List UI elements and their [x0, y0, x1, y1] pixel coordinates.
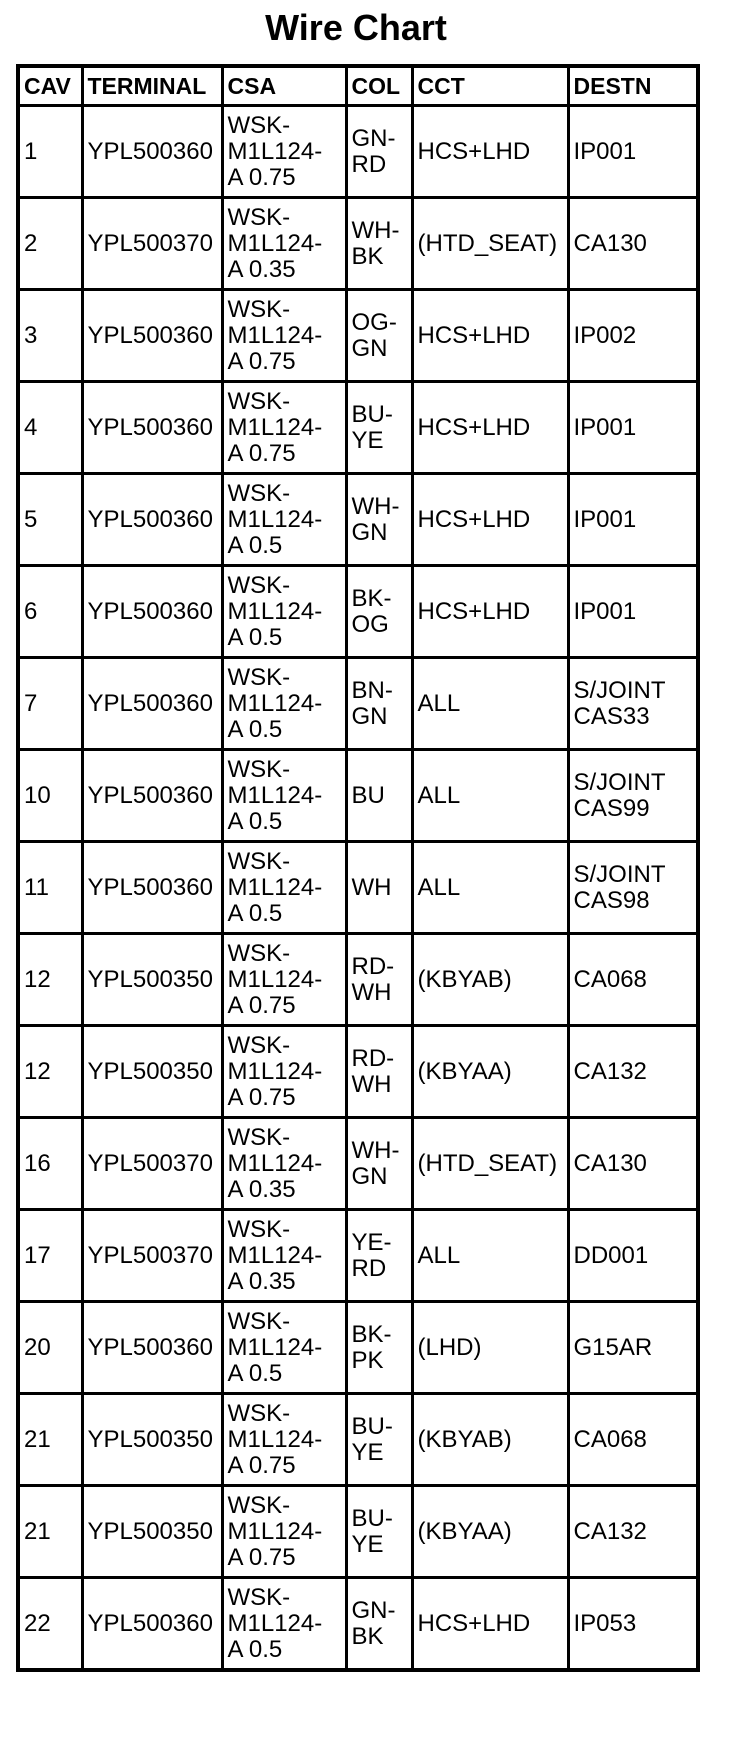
cell-cav	[18, 934, 82, 1026]
destn-value: DD001	[573, 1241, 649, 1269]
terminal-value: YPL500350	[87, 965, 213, 993]
destn-value: IP001	[573, 137, 637, 165]
cell-col	[346, 842, 412, 934]
column-header-csa: CSA	[222, 66, 346, 106]
cell-cav	[18, 566, 82, 658]
cell-cav	[18, 106, 82, 198]
cell-terminal	[82, 1486, 222, 1578]
cell-csa	[222, 1118, 346, 1210]
col-value: YE- RD	[351, 1228, 392, 1282]
cell-destn	[568, 1210, 698, 1302]
table-row	[18, 1302, 698, 1394]
terminal-value: YPL500360	[87, 1333, 213, 1361]
terminal-value: YPL500370	[87, 1149, 213, 1177]
col-value: BK- PK	[351, 1320, 392, 1374]
table-row	[18, 750, 698, 842]
csa-value: WSK- M1L124- A 0.5	[227, 1583, 323, 1663]
cell-destn	[568, 1118, 698, 1210]
cell-col	[346, 934, 412, 1026]
cav-value: 22	[24, 1609, 51, 1637]
table-row	[18, 842, 698, 934]
cell-terminal	[82, 1578, 222, 1671]
cell-col	[346, 382, 412, 474]
cav-value: 16	[24, 1149, 51, 1177]
cell-col	[346, 1118, 412, 1210]
cell-csa	[222, 658, 346, 750]
cell-destn	[568, 198, 698, 290]
cell-cct	[412, 750, 568, 842]
cell-cct	[412, 842, 568, 934]
csa-value: WSK- M1L124- A 0.75	[227, 1031, 323, 1111]
terminal-value: YPL500350	[87, 1517, 213, 1545]
col-value: BU- YE	[351, 1412, 393, 1466]
cav-value: 10	[24, 781, 51, 809]
cell-cav	[18, 750, 82, 842]
col-value: WH- BK	[351, 216, 400, 270]
cell-cct	[412, 1026, 568, 1118]
cell-csa	[222, 1026, 346, 1118]
cell-csa	[222, 474, 346, 566]
csa-value: WSK- M1L124- A 0.5	[227, 847, 323, 927]
cell-terminal	[82, 566, 222, 658]
cav-value: 2	[24, 229, 38, 257]
terminal-value: YPL500360	[87, 137, 213, 165]
cell-terminal	[82, 750, 222, 842]
table-row	[18, 934, 698, 1026]
csa-value: WSK- M1L124- A 0.75	[227, 939, 323, 1019]
cell-csa	[222, 106, 346, 198]
cell-destn	[568, 750, 698, 842]
destn-value: CA068	[573, 965, 647, 993]
terminal-value: YPL500360	[87, 505, 213, 533]
cell-col	[346, 1486, 412, 1578]
cav-value: 4	[24, 413, 38, 441]
col-value: BN- GN	[351, 676, 393, 730]
cct-value: (HTD_SEAT)	[417, 229, 558, 257]
cct-value: HCS+LHD	[417, 505, 531, 533]
cell-cct	[412, 198, 568, 290]
cav-value: 3	[24, 321, 38, 349]
cell-destn	[568, 842, 698, 934]
cell-csa	[222, 750, 346, 842]
cell-terminal	[82, 1210, 222, 1302]
cell-destn	[568, 1394, 698, 1486]
wire-chart-table	[16, 64, 700, 1672]
cell-cav	[18, 1118, 82, 1210]
cell-cct	[412, 106, 568, 198]
cav-value: 7	[24, 689, 38, 717]
table-row	[18, 1210, 698, 1302]
col-value: RD- WH	[351, 1044, 395, 1098]
terminal-value: YPL500360	[87, 689, 213, 717]
page-title: Wire Chart	[265, 7, 447, 48]
cell-col	[346, 474, 412, 566]
table-row	[18, 1486, 698, 1578]
cell-col	[346, 1578, 412, 1671]
cct-value: (HTD_SEAT)	[417, 1149, 558, 1177]
terminal-value: YPL500360	[87, 873, 213, 901]
cct-value: ALL	[417, 873, 461, 901]
cct-value: (KBYAA)	[417, 1517, 512, 1545]
cell-destn	[568, 1578, 698, 1671]
terminal-value: YPL500360	[87, 1609, 213, 1637]
cell-destn	[568, 658, 698, 750]
col-value: BU- YE	[351, 1504, 393, 1558]
col-value: GN- BK	[351, 1596, 396, 1650]
table-row	[18, 1026, 698, 1118]
cell-cav	[18, 198, 82, 290]
cell-cav	[18, 474, 82, 566]
table-row	[18, 1118, 698, 1210]
cav-value: 12	[24, 1057, 51, 1085]
cell-cct	[412, 1118, 568, 1210]
table-row	[18, 290, 698, 382]
cell-col	[346, 750, 412, 842]
cell-cct	[412, 1210, 568, 1302]
cell-csa	[222, 198, 346, 290]
table-row	[18, 1394, 698, 1486]
csa-value: WSK- M1L124- A 0.5	[227, 571, 323, 651]
col-value: GN- RD	[351, 124, 396, 178]
cct-value: ALL	[417, 689, 461, 717]
col-value: RD- WH	[351, 952, 395, 1006]
cell-cav	[18, 382, 82, 474]
destn-value: CA132	[573, 1057, 647, 1085]
cct-value: (KBYAA)	[417, 1057, 512, 1085]
cell-cav	[18, 1486, 82, 1578]
table-header-row	[18, 66, 698, 106]
csa-value: WSK- M1L124- A 0.75	[227, 387, 323, 467]
col-value: BU- YE	[351, 400, 393, 454]
col-value: WH- GN	[351, 492, 400, 546]
table-row	[18, 382, 698, 474]
cell-cct	[412, 1394, 568, 1486]
cell-csa	[222, 1394, 346, 1486]
cell-cav	[18, 1578, 82, 1671]
cell-cct	[412, 1302, 568, 1394]
cell-csa	[222, 1486, 346, 1578]
cell-terminal	[82, 934, 222, 1026]
cell-col	[346, 106, 412, 198]
cell-cav	[18, 1210, 82, 1302]
cell-cct	[412, 290, 568, 382]
destn-value: S/JOINT CAS99	[573, 768, 666, 822]
cav-value: 5	[24, 505, 38, 533]
cell-terminal	[82, 382, 222, 474]
cct-value: (LHD)	[417, 1333, 482, 1361]
destn-value: S/JOINT CAS98	[573, 860, 666, 914]
destn-value: CA068	[573, 1425, 647, 1453]
cell-terminal	[82, 290, 222, 382]
terminal-value: YPL500350	[87, 1057, 213, 1085]
cell-csa	[222, 1578, 346, 1671]
cell-terminal	[82, 1118, 222, 1210]
cct-value: HCS+LHD	[417, 321, 531, 349]
cell-destn	[568, 934, 698, 1026]
column-header-cct: CCT	[412, 66, 568, 106]
terminal-value: YPL500360	[87, 413, 213, 441]
cell-csa	[222, 1302, 346, 1394]
cct-value: ALL	[417, 1241, 461, 1269]
col-value: OG- GN	[351, 308, 397, 362]
csa-value: WSK- M1L124- A 0.75	[227, 295, 323, 375]
destn-value: G15AR	[573, 1333, 653, 1361]
terminal-value: YPL500370	[87, 1241, 213, 1269]
table-row	[18, 106, 698, 198]
cell-cct	[412, 474, 568, 566]
cell-col	[346, 290, 412, 382]
cell-terminal	[82, 658, 222, 750]
cell-cct	[412, 934, 568, 1026]
cct-value: (KBYAB)	[417, 965, 512, 993]
col-value: WH	[351, 873, 392, 901]
cav-value: 21	[24, 1517, 51, 1545]
cell-cct	[412, 1578, 568, 1671]
destn-value: CA130	[573, 1149, 647, 1177]
cct-value: HCS+LHD	[417, 1609, 531, 1637]
cell-cct	[412, 566, 568, 658]
table-row	[18, 1578, 698, 1671]
cav-value: 6	[24, 597, 38, 625]
terminal-value: YPL500360	[87, 597, 213, 625]
cell-col	[346, 566, 412, 658]
col-value: BK- OG	[351, 584, 392, 638]
table-row	[18, 566, 698, 658]
cell-destn	[568, 382, 698, 474]
cell-cav	[18, 658, 82, 750]
csa-value: WSK- M1L124- A 0.5	[227, 1307, 323, 1387]
cell-terminal	[82, 1302, 222, 1394]
column-header-destn: DESTN	[568, 66, 698, 106]
column-header-terminal: TERMINAL	[82, 66, 222, 106]
cav-value: 1	[24, 137, 38, 165]
destn-value: IP001	[573, 505, 637, 533]
terminal-value: YPL500370	[87, 229, 213, 257]
cell-destn	[568, 566, 698, 658]
terminal-value: YPL500350	[87, 1425, 213, 1453]
col-value: WH- GN	[351, 1136, 400, 1190]
destn-value: CA132	[573, 1517, 647, 1545]
cell-col	[346, 658, 412, 750]
csa-value: WSK- M1L124- A 0.75	[227, 1491, 323, 1571]
cell-terminal	[82, 198, 222, 290]
cell-col	[346, 1394, 412, 1486]
csa-value: WSK- M1L124- A 0.5	[227, 479, 323, 559]
cell-destn	[568, 1026, 698, 1118]
column-header-col: COL	[346, 66, 412, 106]
cell-cct	[412, 1486, 568, 1578]
cav-value: 21	[24, 1425, 51, 1453]
cct-value: HCS+LHD	[417, 137, 531, 165]
cell-cav	[18, 1026, 82, 1118]
cct-value: HCS+LHD	[417, 413, 531, 441]
table-row	[18, 474, 698, 566]
csa-value: WSK- M1L124- A 0.35	[227, 1215, 323, 1295]
cell-cav	[18, 1394, 82, 1486]
table-row	[18, 658, 698, 750]
csa-value: WSK- M1L124- A 0.75	[227, 111, 323, 191]
cell-col	[346, 1026, 412, 1118]
cav-value: 20	[24, 1333, 51, 1361]
col-value: BU	[351, 781, 385, 809]
cell-terminal	[82, 842, 222, 934]
cell-terminal	[82, 1394, 222, 1486]
cell-destn	[568, 1302, 698, 1394]
terminal-value: YPL500360	[87, 781, 213, 809]
cell-destn	[568, 474, 698, 566]
cell-col	[346, 1210, 412, 1302]
destn-value: S/JOINT CAS33	[573, 676, 666, 730]
destn-value: IP002	[573, 321, 637, 349]
cell-csa	[222, 842, 346, 934]
cell-csa	[222, 934, 346, 1026]
destn-value: IP001	[573, 597, 637, 625]
cell-cav	[18, 290, 82, 382]
destn-value: CA130	[573, 229, 647, 257]
cell-csa	[222, 290, 346, 382]
csa-value: WSK- M1L124- A 0.75	[227, 1399, 323, 1479]
destn-value: IP053	[573, 1609, 637, 1637]
cell-destn	[568, 106, 698, 198]
cell-cct	[412, 382, 568, 474]
table-row	[18, 198, 698, 290]
cav-value: 12	[24, 965, 51, 993]
csa-value: WSK- M1L124- A 0.5	[227, 663, 323, 743]
column-header-cav: CAV	[18, 66, 82, 106]
csa-value: WSK- M1L124- A 0.5	[227, 755, 323, 835]
cell-terminal	[82, 106, 222, 198]
cav-value: 17	[24, 1241, 51, 1269]
cell-destn	[568, 290, 698, 382]
cell-col	[346, 198, 412, 290]
cell-cav	[18, 1302, 82, 1394]
csa-value: WSK- M1L124- A 0.35	[227, 1123, 323, 1203]
cell-cct	[412, 658, 568, 750]
cct-value: ALL	[417, 781, 461, 809]
csa-value: WSK- M1L124- A 0.35	[227, 203, 323, 283]
cct-value: HCS+LHD	[417, 597, 531, 625]
cell-csa	[222, 1210, 346, 1302]
cell-csa	[222, 566, 346, 658]
cell-col	[346, 1302, 412, 1394]
cell-csa	[222, 382, 346, 474]
cct-value: (KBYAB)	[417, 1425, 512, 1453]
cav-value: 11	[24, 873, 49, 901]
cell-terminal	[82, 474, 222, 566]
cell-destn	[568, 1486, 698, 1578]
cell-terminal	[82, 1026, 222, 1118]
cell-cav	[18, 842, 82, 934]
terminal-value: YPL500360	[87, 321, 213, 349]
destn-value: IP001	[573, 413, 637, 441]
